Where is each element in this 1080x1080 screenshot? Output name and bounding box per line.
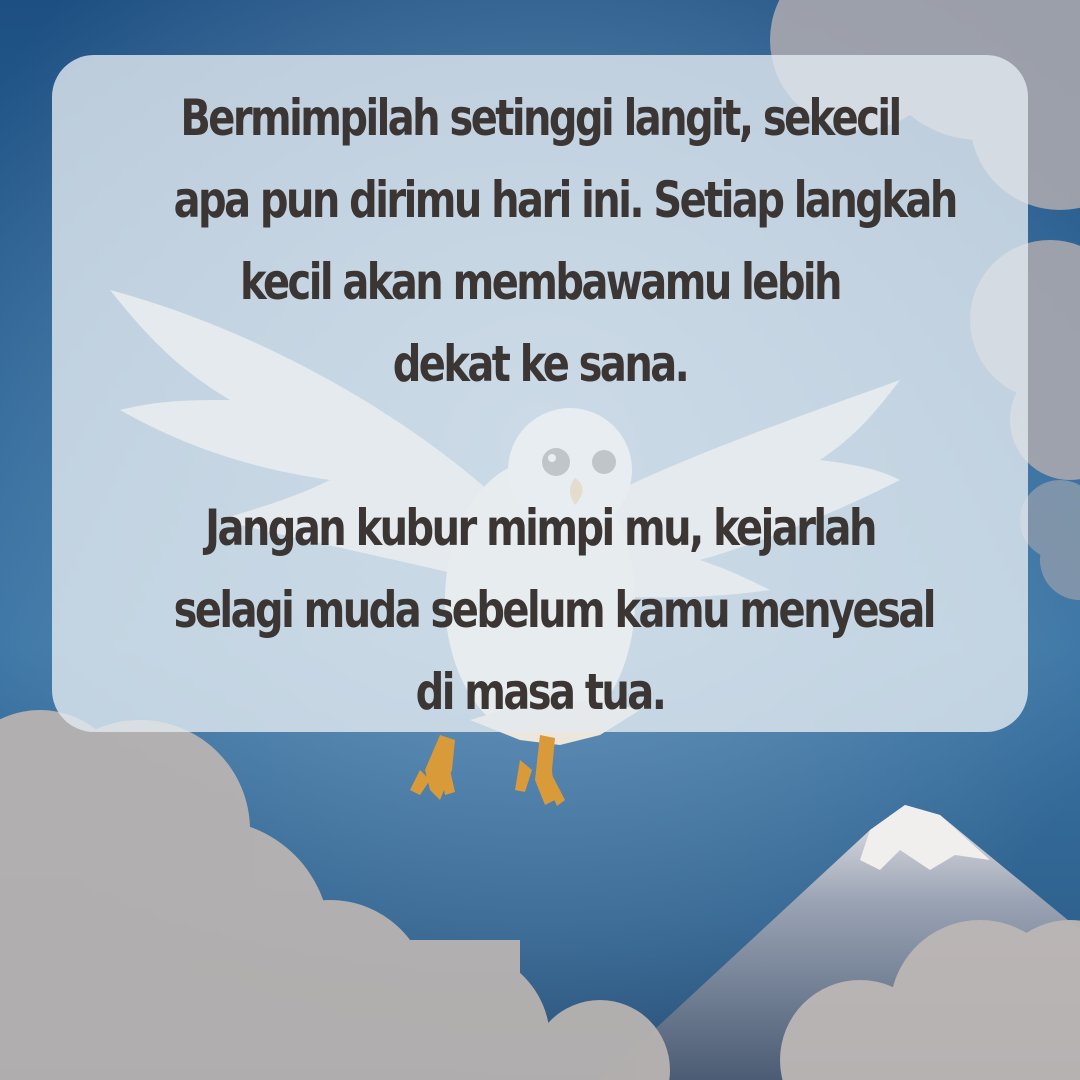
quote-paragraph-1 — [173, 77, 956, 405]
quote-line: apa pun dirimu hari ini. Setiap langkah — [173, 171, 956, 229]
quote-line: kecil akan membawamu lebih — [240, 253, 840, 311]
quote-paragraph-2 — [173, 487, 934, 733]
quote-line: Jangan kubur mimpi mu, kejarlah — [205, 499, 875, 557]
quote-line: selagi muda sebelum kamu menyesal — [173, 581, 934, 639]
quote-line: dekat ke sana. — [392, 335, 688, 393]
quote-line: Bermimpilah setinggi langit, sekecil — [180, 89, 900, 147]
quote-line: di masa tua. — [415, 663, 665, 721]
quote-card — [52, 55, 1028, 732]
